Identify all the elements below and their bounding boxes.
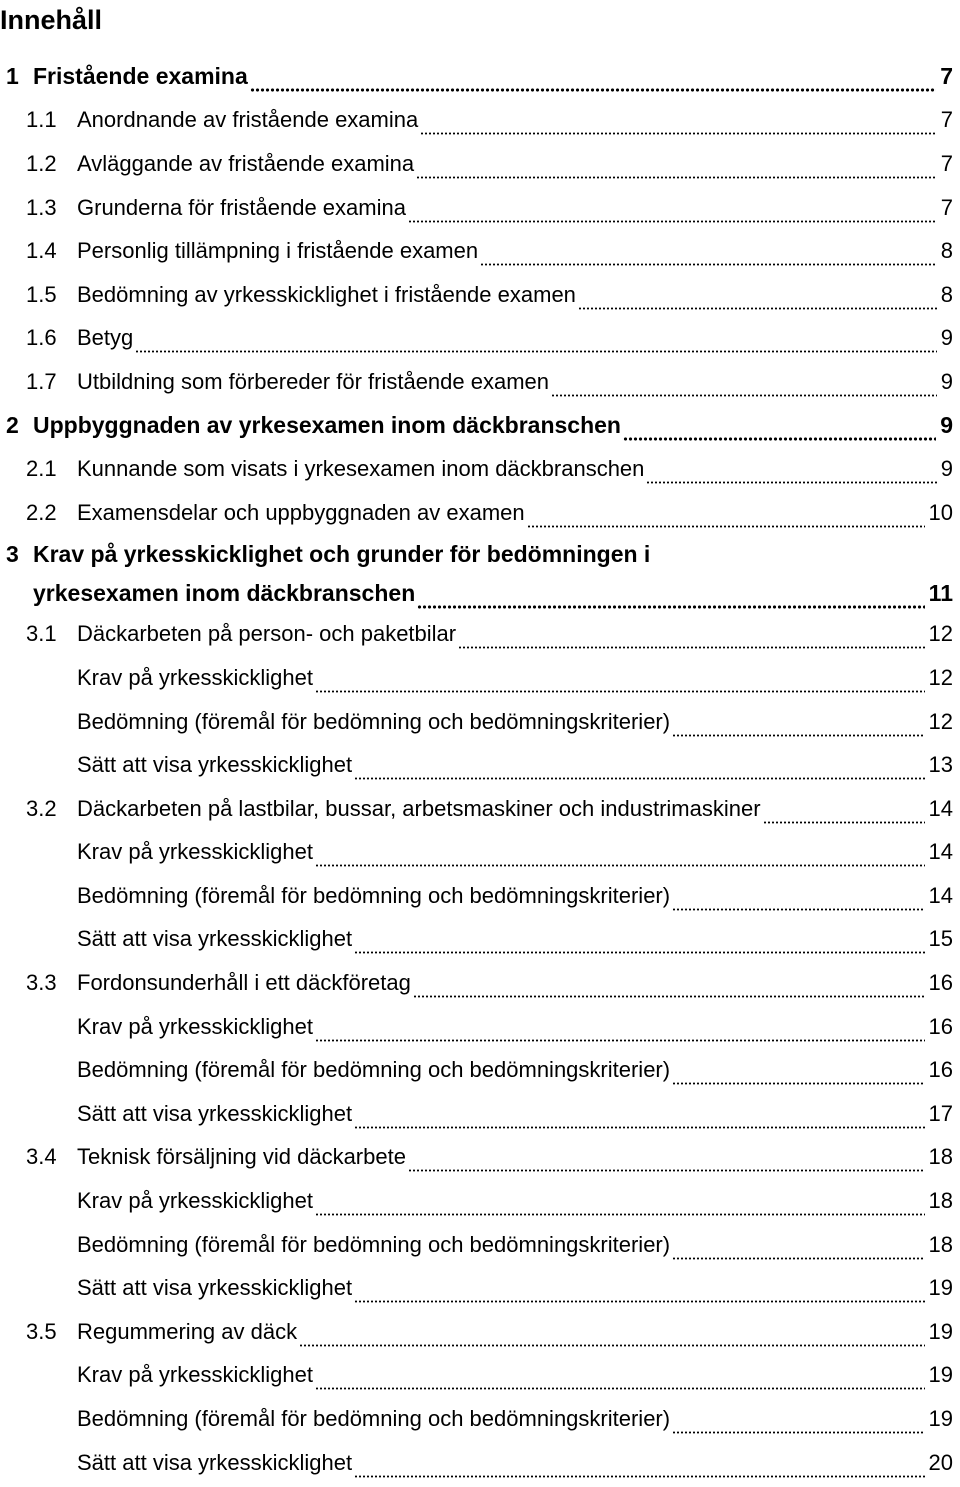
toc-entry-page: 9 <box>940 368 953 394</box>
dot-leader <box>458 627 924 649</box>
toc-entry-page: 7 <box>940 63 953 90</box>
toc-entry-number: 1 <box>6 63 19 90</box>
toc-entry[interactable] <box>0 1223 960 1267</box>
toc-entry-label: Sätt att visa yrkesskicklighet <box>77 1275 353 1301</box>
toc-entry-page: 15 <box>928 926 953 952</box>
toc-entry-label: Betyg <box>77 325 134 351</box>
dot-leader <box>417 587 924 609</box>
toc-entry[interactable] <box>0 613 960 657</box>
toc-entry-number: 1.1 <box>26 107 57 133</box>
toc-entry[interactable] <box>0 360 960 404</box>
toc-entry[interactable] <box>0 1092 960 1136</box>
toc-entry-label: Uppbyggnaden av yrkesexamen inom däckbranschen <box>33 412 621 439</box>
toc-entry-page: 9 <box>940 412 953 439</box>
toc-entry-page: 14 <box>928 882 953 908</box>
toc-entry-number: 1.2 <box>26 150 57 176</box>
toc-entry[interactable] <box>0 918 960 962</box>
dot-leader <box>416 157 937 179</box>
toc-entry[interactable] <box>0 1441 960 1485</box>
toc-entry[interactable] <box>0 1136 960 1180</box>
toc-entry-label: Teknisk försäljning vid däckarbete <box>77 1144 406 1170</box>
dot-leader <box>250 70 936 92</box>
toc-entry[interactable] <box>0 700 960 744</box>
toc-entry-label: Fristående examina <box>33 63 248 90</box>
toc-entry-page: 18 <box>928 1188 953 1214</box>
toc-entry[interactable] <box>0 491 960 535</box>
toc-entry-page: 14 <box>928 795 953 821</box>
dot-leader <box>315 671 925 693</box>
toc-entry-number: 1.4 <box>26 238 57 264</box>
dot-leader <box>354 1456 924 1478</box>
toc-entry-number: 3.3 <box>26 970 57 996</box>
toc-entry-page: 10 <box>928 499 953 525</box>
toc-entry[interactable] <box>0 1048 960 1092</box>
toc-entry[interactable] <box>0 874 960 918</box>
toc-entry[interactable] <box>0 186 960 230</box>
toc-entry-label: Krav på yrkesskicklighet och grunder för bedömningen i <box>33 541 651 568</box>
toc-entry-label: Sätt att visa yrkesskicklighet <box>77 1449 353 1475</box>
toc-entry-label: Krav på yrkesskicklighet <box>77 1362 313 1388</box>
dot-leader <box>763 802 925 824</box>
toc-entry-label: Krav på yrkesskicklighet <box>77 1188 313 1214</box>
dot-leader <box>413 976 925 998</box>
toc-entry-number: 3.1 <box>26 621 57 647</box>
page-title: Innehåll <box>0 5 103 35</box>
toc-entry-label: Krav på yrkesskicklighet <box>77 839 313 865</box>
dot-leader <box>672 1238 924 1260</box>
toc-entry-number: 1.5 <box>26 281 57 307</box>
toc-entry-label: Avläggande av fristående examina <box>77 150 415 176</box>
dot-leader <box>315 1368 925 1390</box>
dot-leader <box>315 1194 925 1216</box>
dot-leader <box>551 375 937 397</box>
dot-leader <box>408 1150 925 1172</box>
toc-entry-label: Bedömning (föremål för bedömning och bedömningskriterier) <box>77 1057 671 1083</box>
toc-entry[interactable] <box>0 273 960 317</box>
toc-entry-page: 7 <box>940 150 953 176</box>
toc-entry-label: Bedömning (föremål för bedömning och bedömningskriterier) <box>77 1231 671 1257</box>
toc-entry-label: Krav på yrkesskicklighet <box>77 664 313 690</box>
toc-entry-page: 12 <box>928 708 953 734</box>
toc-entry-page: 16 <box>928 970 953 996</box>
dot-leader <box>135 331 936 353</box>
toc-entry-number: 3.5 <box>26 1318 57 1344</box>
toc-entry-label: Fordonsunderhåll i ett däckföretag <box>77 970 411 996</box>
dot-leader <box>354 932 924 954</box>
toc-entry-label: Däckarbeten på person- och paketbilar <box>77 621 457 647</box>
toc-entry-page: 18 <box>928 1144 953 1170</box>
dot-leader <box>672 715 924 737</box>
toc-entry-page: 8 <box>940 281 953 307</box>
dot-leader <box>354 1281 924 1303</box>
toc-entry-label: Bedömning (föremål för bedömning och bedömningskriterier) <box>77 882 671 908</box>
toc-entry[interactable] <box>0 831 960 875</box>
toc-entry-number: 2.2 <box>26 499 57 525</box>
toc-entry-label: Utbildning som förbereder för fristående examen <box>77 368 550 394</box>
dot-leader <box>578 288 937 310</box>
toc-entry[interactable] <box>0 743 960 787</box>
toc-entry-page: 12 <box>928 664 953 690</box>
toc-entry-number: 3 <box>6 541 19 568</box>
toc-entry-page: 8 <box>940 238 953 264</box>
toc-list <box>0 55 960 1484</box>
dot-leader <box>315 1020 925 1042</box>
dot-leader <box>672 889 924 911</box>
toc-entry-page: 19 <box>928 1318 953 1344</box>
toc-entry[interactable] <box>0 447 960 491</box>
toc-entry-page: 7 <box>940 194 953 220</box>
toc-entry-label: Personlig tillämpning i fristående examen <box>77 238 479 264</box>
toc-entry[interactable] <box>0 1179 960 1223</box>
toc-entry-label: Kunnande som visats i yrkesexamen inom däckbranschen <box>77 456 645 482</box>
toc-entry-number: 2 <box>6 412 19 439</box>
toc-entry-label: Bedömning (föremål för bedömning och bedömningskriterier) <box>77 708 671 734</box>
toc-entry-label: Bedömning av yrkesskicklighet i fristående examen <box>77 281 576 307</box>
dot-leader <box>354 758 924 780</box>
toc-entry[interactable] <box>0 142 960 186</box>
toc-entry-page: 19 <box>928 1362 953 1388</box>
dot-leader <box>299 1325 924 1347</box>
toc-entry-number: 3.4 <box>26 1144 57 1170</box>
toc-entry-page: 18 <box>928 1231 953 1257</box>
toc-entry-label: Sätt att visa yrkesskicklighet <box>77 926 353 952</box>
dot-leader <box>623 419 936 441</box>
toc-entry-label: Grunderna för fristående examina <box>77 194 406 220</box>
toc-entry[interactable] <box>0 99 960 143</box>
toc-entry-number: 1.7 <box>26 368 57 394</box>
dot-leader <box>408 201 937 223</box>
toc-entry-label: yrkesexamen inom däckbranschen <box>33 580 416 607</box>
toc-entry-page: 17 <box>928 1100 953 1126</box>
dot-leader <box>672 1412 924 1434</box>
toc-entry-label: Sätt att visa yrkesskicklighet <box>77 1100 353 1126</box>
toc-entry-page: 9 <box>940 325 953 351</box>
dot-leader <box>527 506 925 528</box>
toc-entry[interactable] <box>0 961 960 1005</box>
dot-leader <box>672 1063 924 1085</box>
dot-leader <box>354 1107 924 1129</box>
toc-entry[interactable] <box>0 1266 960 1310</box>
toc-entry-page: 14 <box>928 839 953 865</box>
toc-entry[interactable] <box>0 404 960 448</box>
toc-entry-page: 16 <box>928 1013 953 1039</box>
toc-entry-page: 13 <box>928 752 953 778</box>
dot-leader <box>480 244 937 266</box>
toc-entry[interactable] <box>0 55 960 99</box>
toc-entry-label: Examensdelar och uppbyggnaden av examen <box>77 499 525 525</box>
toc-entry[interactable] <box>0 317 960 361</box>
toc-entry-label: Däckarbeten på lastbilar, bussar, arbetsmaskiner och industrimaskiner <box>77 795 761 821</box>
toc-entry-label: Krav på yrkesskicklighet <box>77 1013 313 1039</box>
toc-entry[interactable] <box>0 1310 960 1354</box>
toc-entry-continuation[interactable] <box>0 575 960 613</box>
toc-entry-page: 20 <box>928 1449 953 1475</box>
toc-entry-page: 12 <box>928 621 953 647</box>
toc-entry-label: Sätt att visa yrkesskicklighet <box>77 752 353 778</box>
toc-entry-page: 19 <box>928 1275 953 1301</box>
dot-leader <box>315 845 925 867</box>
toc-entry-page: 19 <box>928 1406 953 1432</box>
toc-entry[interactable] <box>0 787 960 831</box>
toc-entry[interactable] <box>0 1354 960 1398</box>
toc-entry-page: 16 <box>928 1057 953 1083</box>
toc-entry-page: 7 <box>940 107 953 133</box>
toc-entry-label: Anordnande av fristående examina <box>77 107 419 133</box>
toc-entry-page: 9 <box>940 456 953 482</box>
dot-leader <box>420 113 937 135</box>
toc-entry-number: 2.1 <box>26 456 57 482</box>
toc-entry-number: 3.2 <box>26 795 57 821</box>
toc-entry-label: Regummering av däck <box>77 1318 298 1344</box>
toc-entry-label: Bedömning (föremål för bedömning och bedömningskriterier) <box>77 1406 671 1432</box>
toc-entry-page: 11 <box>928 580 953 607</box>
toc-entry[interactable] <box>0 535 960 575</box>
toc-entry[interactable] <box>0 229 960 273</box>
dot-leader <box>646 462 936 484</box>
toc-entry[interactable] <box>0 656 960 700</box>
toc-entry-number: 1.3 <box>26 194 57 220</box>
toc-entry-number: 1.6 <box>26 325 57 351</box>
toc-entry[interactable] <box>0 1005 960 1049</box>
toc-entry[interactable] <box>0 1397 960 1441</box>
